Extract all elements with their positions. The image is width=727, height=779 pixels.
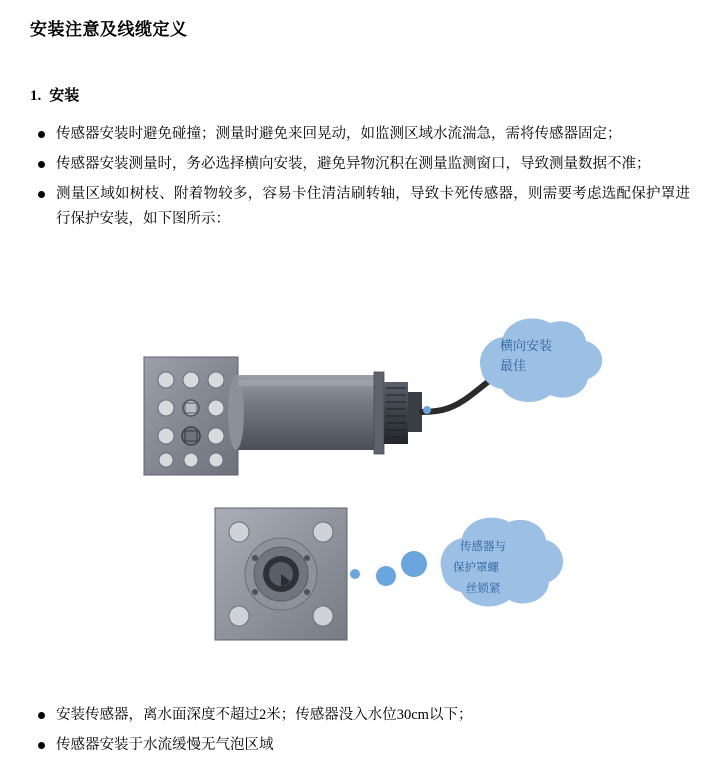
sensor-body [228,372,422,454]
bullet-list-top [30,122,690,237]
section-number: 1. [30,88,42,104]
callout-cloud-bottom [441,518,564,607]
pointer-dot-medium [376,566,396,586]
protective-cover-plate [144,357,238,475]
callout-bottom-line1: 传感器与 [460,541,506,553]
section-label: 安装 [49,88,80,104]
list-item: 安装传感器，离水面深度不超过2米；传感器没入水位30cm以下； [30,703,690,728]
pointer-dot-large [401,551,427,577]
callout-cloud-top [480,318,602,402]
cable-node-dot [423,406,431,414]
callout-bottom-line3: 丝锁紧 [466,583,501,595]
sensor-side-view [144,318,602,475]
callout-bottom-line2: 保护罩螺 [453,562,499,574]
sensor-front-view [215,508,563,640]
list-item: 传感器安装时避免碰撞；测量时避免来回晃动，如监测区域水流湍急，需将传感器固定； [30,122,690,147]
page-title: 安装注意及线缆定义 [30,20,188,39]
list-item: 传感器安装测量时，务必选择横向安装，避免异物沉积在测量监测窗口，导致测量数据不准； [30,152,690,177]
list-item: 传感器安装于水流缓慢无气泡区域 [30,733,690,758]
section-heading [30,84,79,105]
list-item: 测量区域如树枝、附着物较多，容易卡住清洁刷转轴，导致卡死传感器，则需要考虑选配保护罩进行保护安装，如下图所示： [30,182,690,232]
bullet-list-bottom [30,703,690,763]
pointer-dot-small [350,569,360,579]
callout-top-line2: 最佳 [500,358,527,373]
callout-top-line1: 横向安装 [500,338,553,353]
installation-figure [30,300,697,680]
